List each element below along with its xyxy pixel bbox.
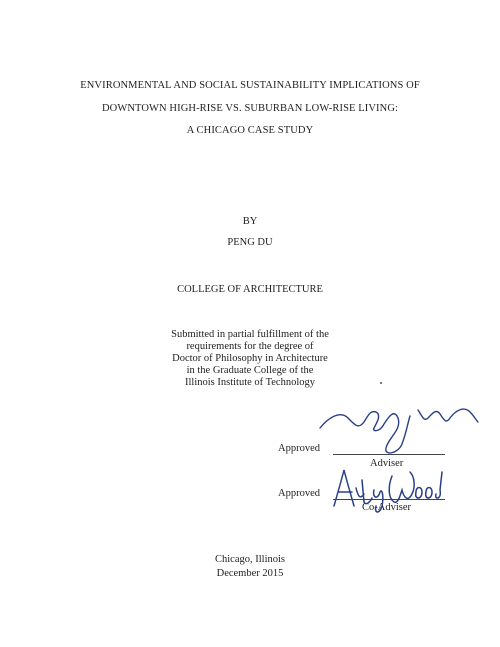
submission-line: requirements for the degree of — [186, 341, 314, 352]
submission-line: Illinois Institute of Technology — [184, 377, 315, 388]
speck-mark — [380, 382, 382, 384]
by-label: BY — [242, 216, 258, 227]
adviser-role-label: Adviser — [370, 458, 404, 469]
title-line-3: A CHICAGO CASE STUDY — [186, 125, 314, 136]
submission-line: in the Graduate College of the — [186, 365, 314, 376]
author-name: PENG DU — [227, 237, 273, 248]
college-name: COLLEGE OF ARCHITECTURE — [177, 284, 323, 295]
submission-line: Submitted in partial fulfillment of the — [171, 329, 329, 340]
place: Chicago, Illinois — [215, 554, 285, 565]
approved-label-adviser: Approved — [278, 443, 320, 454]
title-line-2: DOWNTOWN HIGH-RISE VS. SUBURBAN LOW-RISE LIVING: — [101, 103, 399, 114]
co-adviser-signature — [330, 462, 450, 520]
title-line-1: ENVIRONMENTAL AND SOCIAL SUSTAINABILITY IMPLICATIONS OF — [80, 80, 420, 91]
adviser-signature — [318, 388, 480, 458]
co-adviser-role-label: Co-Adviser — [362, 502, 411, 513]
submission-line: Doctor of Philosophy in Architecture — [172, 353, 328, 364]
approved-label-co-adviser: Approved — [278, 488, 320, 499]
date: December 2015 — [216, 568, 284, 579]
